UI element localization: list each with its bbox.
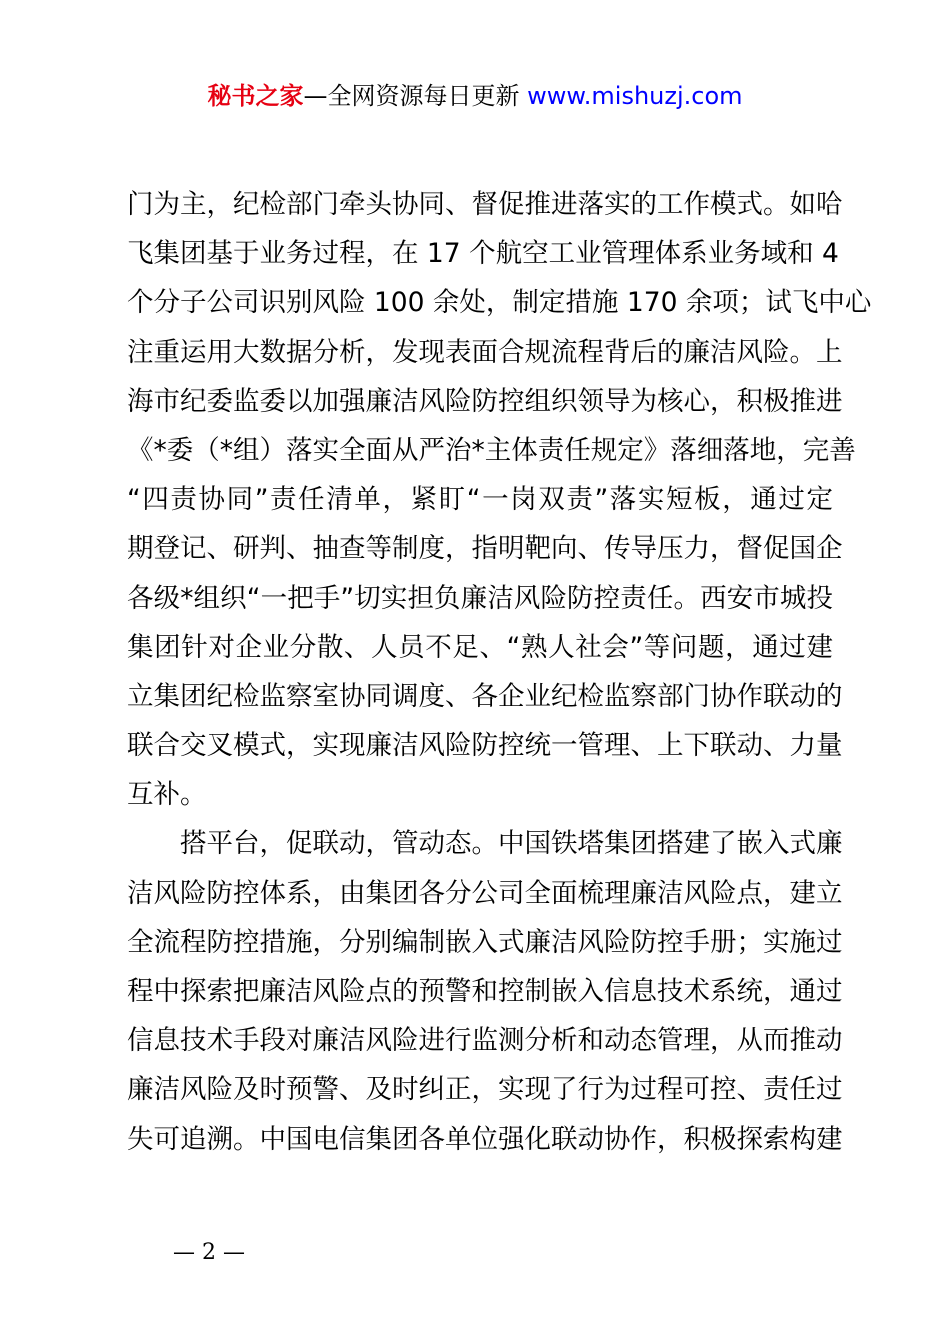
text-line: 各级*组织“一把手”切实担负廉洁风险防控责任。西安市城投 [127,582,833,614]
text-line: 海市纪委监委以加强廉洁风险防控组织领导为核心，积极推进 [127,385,843,417]
text-line: 失可追溯。中国电信集团各单位强化联动协作，积极探索构建 [127,1123,843,1155]
text-line: 立集团纪检监察室协同调度、各企业纪检监察部门协作联动的 [127,680,843,712]
text-line-paragraph-start: 搭平台，促联动，管动态。中国铁塔集团搭建了嵌入式廉 [180,828,843,860]
text-line: 廉洁风险及时预警、及时纠正，实现了行为过程可控、责任过 [127,1074,843,1106]
text-line: 飞集团基于业务过程，在 17 个航空工业管理体系业务域和 4 [127,238,839,270]
text-line: 集团针对企业分散、人员不足、“熟人社会”等问题，通过建 [127,631,833,663]
site-url-link[interactable]: www.mishuzj.com [527,82,743,110]
text-line: 个分子公司识别风险 100 余处，制定措施 170 余项；试飞中心 [127,287,872,319]
text-line: 全流程防控措施，分别编制嵌入式廉洁风险防控手册；实施过 [127,926,843,958]
text-line: 《*委（*组）落实全面从严治*主体责任规定》落细落地，完善 [127,434,856,466]
text-line: 信息技术手段对廉洁风险进行监测分析和动态管理，从而推动 [127,1025,843,1057]
text-line: 洁风险防控体系，由集团各分公司全面梳理廉洁风险点，建立 [127,877,843,909]
text-line: 期登记、研判、抽查等制度，指明靶向、传导压力，督促国企 [127,533,843,565]
site-header [0,80,950,112]
page-number: — 2 — [173,1240,245,1265]
site-brand: 秘书之家 [207,82,304,110]
text-line: “四责协同”责任清单，紧盯“一岗双责”落实短板，通过定 [127,484,833,516]
text-line: 联合交叉模式，实现廉洁风险防控统一管理、上下联动、力量 [127,730,843,762]
text-line: 注重运用大数据分析，发现表面合规流程背后的廉洁风险。上 [127,336,843,368]
text-line: 门为主，纪检部门牵头协同、督促推进落实的工作模式。如哈 [127,189,843,220]
text-line-paragraph-end: 互补。 [127,779,207,811]
text-line: 程中探索把廉洁风险点的预警和控制嵌入信息技术系统，通过 [127,976,843,1007]
site-slogan: —全网资源每日更新 [303,82,528,110]
document-body [127,180,872,1164]
